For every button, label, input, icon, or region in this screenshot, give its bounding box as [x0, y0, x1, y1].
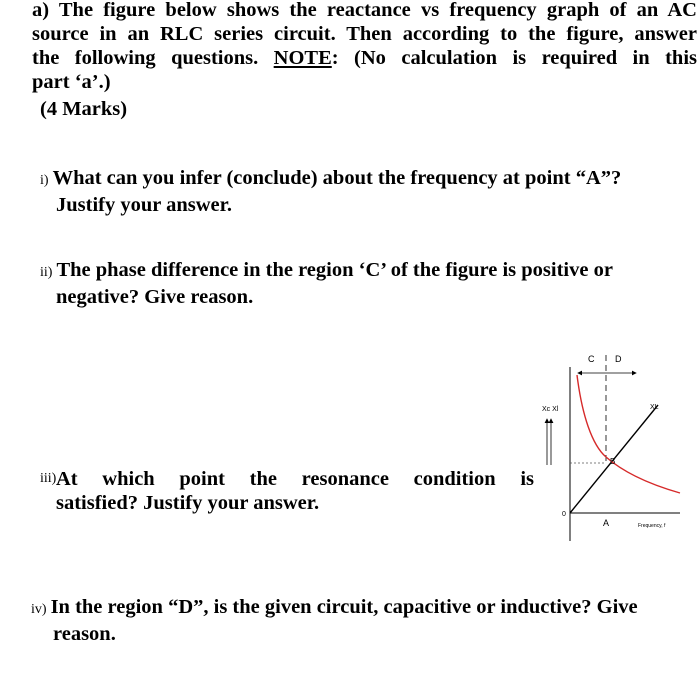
question-text-2: satisfied? Justify your answer.: [56, 492, 320, 514]
reactance-frequency-figure: [530, 345, 700, 555]
question-text: What can you infer (conclude) about the frequency at point “A”?: [52, 167, 622, 189]
question-text: The phase difference in the region ‘C’ of the figure is positive or: [56, 259, 613, 281]
intro-line-3: the following questions. NOTE: (No calculation is required in this: [32, 47, 697, 69]
question-text-2: negative? Give reason.: [56, 286, 254, 308]
note-label: NOTE: [273, 47, 332, 69]
question-intro: [32, 0, 697, 94]
question-iii: [40, 467, 534, 515]
question-number: ii): [40, 265, 53, 280]
capacitive-reactance-curve: [577, 375, 680, 493]
question-i: [40, 166, 621, 217]
intro-line-1: a) The figure below shows the reactance vs frequency graph of an AC: [32, 0, 697, 21]
question-ii: [40, 258, 613, 309]
question-text-2: reason.: [53, 623, 116, 645]
question-number: iii): [40, 471, 57, 486]
y-axis-label: Xc Xl: [542, 406, 559, 413]
intro-line-4: part ‘a’.): [32, 71, 111, 93]
xl-label: XL: [650, 404, 659, 411]
question-number: i): [40, 173, 49, 188]
x-axis-label: Frequency, f: [638, 523, 666, 529]
question-text: In the region “D”, is the given circuit, capacitive or inductive? Give: [50, 596, 638, 618]
point-a-label: A: [603, 518, 610, 528]
region-d-label: D: [615, 354, 622, 364]
intro-line-2: source in an RLC series circuit. Then according to the figure, answer: [32, 23, 697, 45]
question-iv: [31, 595, 638, 646]
marks-label: (4 Marks): [40, 98, 128, 120]
question-number: iv): [31, 602, 47, 617]
question-text: At which point the resonance condition is: [56, 468, 534, 490]
question-text-2: Justify your answer.: [56, 194, 232, 216]
point-b-label: B: [610, 457, 616, 466]
origin-label: 0: [562, 511, 566, 518]
region-c-label: C: [588, 354, 595, 364]
